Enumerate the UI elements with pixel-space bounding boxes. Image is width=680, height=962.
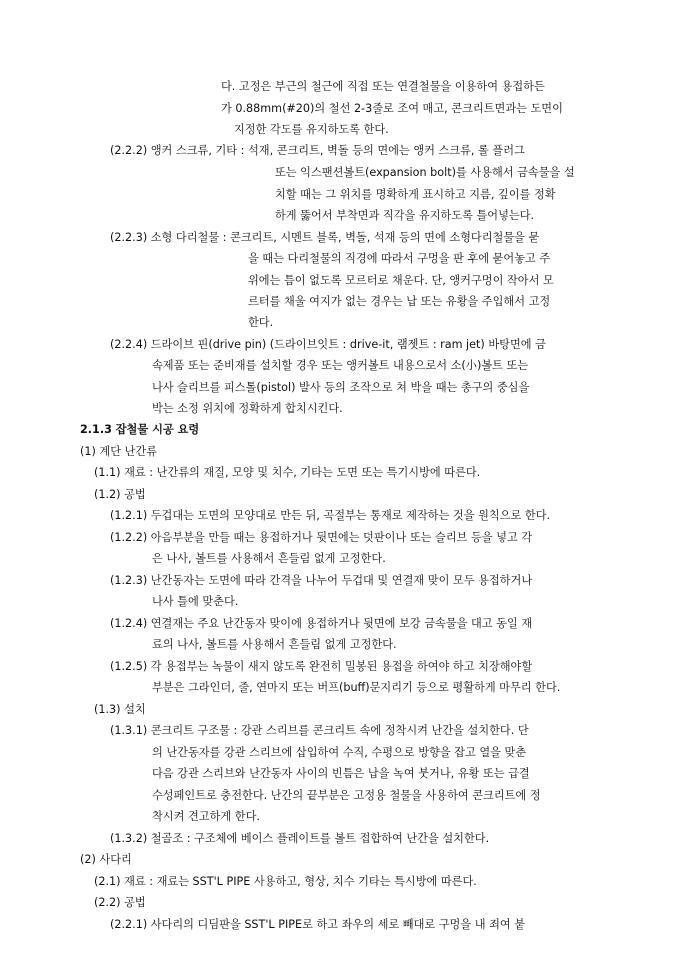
text-line: (1.2) 공법 <box>94 488 146 501</box>
text-line: (1.2.2) 아음부분을 만들 때는 용접하거나 뒷면에는 덧판이나 또는 슬리브 등을 넣고 각 <box>110 531 533 544</box>
text-line: 지정한 각도를 유지하도록 한다. <box>234 123 389 136</box>
text-line: (1.2.1) 두겁대는 도면의 모양대로 만든 뒤, 곡절부는 통재로 제작하는 것을 원칙으로 한다. <box>110 509 551 522</box>
text-line: (2.1) 재료 : 재료는 SST'L PIPE 사용하고, 형상, 치수 기타는 특시방에 따른다. <box>94 875 477 888</box>
text-line: (2.2) 공법 <box>94 896 146 909</box>
text-line: 위에는 틈이 없도록 모르터로 채운다. 단, 앵커구멍이 작아서 모 <box>248 274 554 287</box>
text-line: (2.2.2) 앵커 스크류, 기타 : 석재, 콘크리트, 벽돌 등의 면에는 앵커 스크류, 롤 플러그 <box>110 144 525 157</box>
section-heading: 2.1.3 잡철물 시공 요령 <box>80 423 200 436</box>
text-line: 수성페인트로 충전한다. 난간의 끝부분은 고정용 철물을 사용하여 콘크리트에 정 <box>152 789 541 802</box>
text-line: 료의 나사, 볼트를 사용해서 흔들림 없게 고정한다. <box>152 638 397 651</box>
text-line: 을 때는 다리철물의 직경에 따라서 구멍을 판 후에 묻어놓고 주 <box>248 252 551 265</box>
text-line: (1.1) 재료 : 난간류의 재질, 모양 및 치수, 기타는 도면 또는 특기시방에 따른다. <box>94 466 481 479</box>
text-line: (1.2.5) 각 용접부는 녹물이 새지 않도록 완전히 밀봉된 용접을 하여야 하고 치장해야할 <box>110 660 533 673</box>
text-line: (1) 계단 난간류 <box>80 445 157 458</box>
text-line: 르터를 채울 여지가 없는 경우는 납 또는 유황을 주입해서 고정 <box>248 295 551 308</box>
text-line: (1.2.3) 난간동자는 도면에 따라 간격을 나누어 두겁대 및 연결재 맞이 모두 용접하거나 <box>110 574 533 587</box>
text-line: 은 나사, 볼트를 사용해서 흔들림 없게 고정한다. <box>152 552 386 565</box>
text-line: 치할 때는 그 위치를 명확하게 표시하고 지름, 깊이를 정확 <box>275 188 556 201</box>
text-line: (2.2.1) 사다리의 디딤판을 SST'L PIPE로 하고 좌우의 세로 빼대로 구멍을 내 죄여 붙 <box>110 918 526 931</box>
text-line: 다음 강관 스리브와 난간동자 사이의 빈틈은 납을 녹여 붓거나, 유황 또는 급결 <box>152 767 530 780</box>
text-line: 하게 뚫어서 부착면과 직각을 유지하도록 틀어넣는다. <box>275 209 535 222</box>
text-line: 나사 슬리브를 피스톨(pistol) 발사 등의 조작으로 쳐 박을 때는 총구의 중심을 <box>152 381 530 394</box>
text-line: (2.2.3) 소형 다리철물 : 콘크리트, 시멘트 블록, 벽돌, 석재 등의 면에 소형다리철물을 묻 <box>110 231 540 244</box>
text-line: (1.3.2) 철골조 : 구조체에 베이스 플레이트를 볼트 접합하여 난간을 설치한다. <box>110 832 490 845</box>
text-line: 속제품 또는 준비재를 설치할 경우 또는 앵커볼트 내용으로서 소(小)볼트 또는 <box>152 359 529 372</box>
text-line: (2) 사다리 <box>80 853 132 866</box>
text-line: 부분은 그라인더, 줄, 연마지 또는 버프(buff)문지리기 등으로 평활하게 마무리 한다. <box>152 681 561 694</box>
text-line: 나사 틀에 맞춘다. <box>152 595 239 608</box>
text-line: 가 0.88mm(#20)의 철선 2-3줄로 조여 매고, 콘크리트면과는 도면이 <box>221 102 563 115</box>
text-line: (1.3) 설치 <box>94 703 146 716</box>
text-line: (2.2.4) 드라이브 핀(drive pin) (드라이브잇트 : drive-it, 램젯트 : ram jet) 바탕면에 금 <box>110 338 546 351</box>
text-line: 의 난간동자를 강관 스리브에 삽입하여 수직, 수평으로 방향을 잡고 열을 맞춘 <box>152 746 527 759</box>
text-line: (1.3.1) 콘크리트 구조물 : 강관 스리브를 콘크리트 속에 정착시켜 난간을 설치한다. 단 <box>110 724 529 737</box>
text-line: 또는 익스팬션볼트(expansion bolt)를 사용해서 금속물을 설 <box>275 166 575 179</box>
text-line: (1.2.4) 연결재는 주요 난간동자 맞이에 용접하거나 뒷면에 보강 금속물을 대고 동일 재 <box>110 617 533 630</box>
text-line: 한다. <box>248 316 274 329</box>
text-line: 박는 소정 위치에 정확하게 합치시킨다. <box>152 402 343 415</box>
text-line: 착시켜 견고하게 한다. <box>152 810 260 823</box>
text-line: 다. 고정은 부근의 철근에 직접 또는 연결철물을 이용하여 용접하든 <box>221 80 545 93</box>
